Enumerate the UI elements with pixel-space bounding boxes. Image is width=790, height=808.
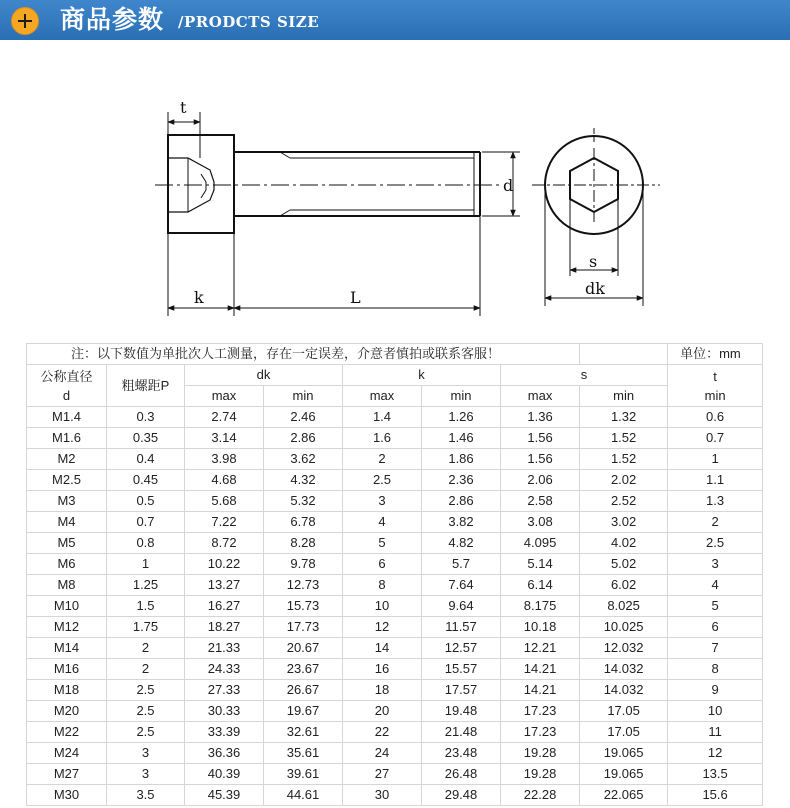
- table-cell: 0.8: [107, 533, 185, 554]
- table-cell: 3.5: [107, 785, 185, 806]
- table-cell: 32.61: [264, 722, 343, 743]
- table-cell: 2.5: [668, 533, 763, 554]
- table-cell: 1.52: [580, 449, 668, 470]
- table-cell: 8: [668, 659, 763, 680]
- table-row: [27, 596, 763, 617]
- table-cell: 6: [343, 554, 422, 575]
- table-cell: 22: [343, 722, 422, 743]
- table-cell: 9: [668, 680, 763, 701]
- table-cell: 24.33: [185, 659, 264, 680]
- table-cell: 22.065: [580, 785, 668, 806]
- table-cell: 3: [107, 743, 185, 764]
- table-cell: 17.05: [580, 722, 668, 743]
- col-s: s: [501, 365, 668, 386]
- table-cell: 17.05: [580, 701, 668, 722]
- table-cell: 2.02: [580, 470, 668, 491]
- table-cell: 44.61: [264, 785, 343, 806]
- table-cell: 7.22: [185, 512, 264, 533]
- table-cell: 3.82: [422, 512, 501, 533]
- table-cell: 8.025: [580, 596, 668, 617]
- table-cell: 0.45: [107, 470, 185, 491]
- table-cell: 1.36: [501, 407, 580, 428]
- table-cell: 18.27: [185, 617, 264, 638]
- label-d: d: [503, 176, 514, 195]
- screw-drawing: [0, 40, 790, 342]
- table-cell: 2.5: [343, 470, 422, 491]
- table-cell: 5: [668, 596, 763, 617]
- table-cell: 0.5: [107, 491, 185, 512]
- table-cell: 23.48: [422, 743, 501, 764]
- table-cell: 2.86: [264, 428, 343, 449]
- table-cell: 6.78: [264, 512, 343, 533]
- col-k-max: max: [343, 386, 422, 407]
- table-cell: 23.67: [264, 659, 343, 680]
- table-row: [27, 659, 763, 680]
- table-cell: 1.75: [107, 617, 185, 638]
- screw-head: [168, 135, 234, 233]
- table-cell: 9.78: [264, 554, 343, 575]
- table-cell: 45.39: [185, 785, 264, 806]
- table-cell: 19.065: [580, 764, 668, 785]
- unit-label: 单位：mm: [668, 344, 763, 365]
- table-cell: 0.4: [107, 449, 185, 470]
- table-cell: 12.57: [422, 638, 501, 659]
- table-cell: M14: [27, 638, 107, 659]
- table-cell: M4: [27, 512, 107, 533]
- table-cell: 1.5: [107, 596, 185, 617]
- table-row: [27, 554, 763, 575]
- table-row: [27, 764, 763, 785]
- table-cell: 6: [668, 617, 763, 638]
- table-cell: 14.032: [580, 659, 668, 680]
- table-cell: 4.32: [264, 470, 343, 491]
- table-cell: 14.032: [580, 680, 668, 701]
- table-cell: M20: [27, 701, 107, 722]
- col-k-min: min: [422, 386, 501, 407]
- table-cell: 5.02: [580, 554, 668, 575]
- table-cell: 33.39: [185, 722, 264, 743]
- table-cell: 4.82: [422, 533, 501, 554]
- table-cell: 14.21: [501, 659, 580, 680]
- table-cell: 3.98: [185, 449, 264, 470]
- table-cell: 2: [668, 512, 763, 533]
- table-cell: 4.02: [580, 533, 668, 554]
- table-cell: 5.7: [422, 554, 501, 575]
- table-cell: 18: [343, 680, 422, 701]
- table-cell: 15.6: [668, 785, 763, 806]
- table-cell: M1.6: [27, 428, 107, 449]
- table-cell: M30: [27, 785, 107, 806]
- table-cell: 1.26: [422, 407, 501, 428]
- table-cell: 22.28: [501, 785, 580, 806]
- table-cell: 12.032: [580, 638, 668, 659]
- header-banner: [0, 0, 790, 40]
- table-cell: M16: [27, 659, 107, 680]
- col-pitch: 粗螺距P: [107, 365, 185, 407]
- section-subtitle: /PRODCTS SIZE: [178, 13, 320, 31]
- table-cell: 2.5: [107, 701, 185, 722]
- table-cell: 5.32: [264, 491, 343, 512]
- table-cell: 10.18: [501, 617, 580, 638]
- header-row-1: [27, 365, 763, 386]
- table-cell: 11.57: [422, 617, 501, 638]
- table-cell: 40.39: [185, 764, 264, 785]
- table-cell: 6.02: [580, 575, 668, 596]
- table-cell: 2: [107, 638, 185, 659]
- table-cell: 7: [668, 638, 763, 659]
- table-cell: M1.4: [27, 407, 107, 428]
- table-cell: 35.61: [264, 743, 343, 764]
- table-cell: 8.72: [185, 533, 264, 554]
- table-row: [27, 449, 763, 470]
- table-cell: M2.5: [27, 470, 107, 491]
- col-dk: dk: [185, 365, 343, 386]
- table-cell: 8.28: [264, 533, 343, 554]
- table-row: [27, 638, 763, 659]
- table-cell: 2.58: [501, 491, 580, 512]
- table-cell: 11: [668, 722, 763, 743]
- table-cell: M24: [27, 743, 107, 764]
- col-k: k: [343, 365, 501, 386]
- table-cell: 20.67: [264, 638, 343, 659]
- label-L: L: [350, 288, 361, 307]
- spec-table-body: [27, 407, 763, 806]
- table-cell: 3.62: [264, 449, 343, 470]
- table-cell: 10: [668, 701, 763, 722]
- table-cell: 1.6: [343, 428, 422, 449]
- table-cell: 1: [107, 554, 185, 575]
- table-row: [27, 680, 763, 701]
- label-dk: dk: [585, 279, 605, 298]
- col-dk-max: max: [185, 386, 264, 407]
- table-cell: 1.46: [422, 428, 501, 449]
- table-cell: 12: [668, 743, 763, 764]
- table-cell: 12: [343, 617, 422, 638]
- note-row: [27, 344, 763, 365]
- table-cell: 30: [343, 785, 422, 806]
- table-cell: 4.095: [501, 533, 580, 554]
- table-cell: 19.28: [501, 764, 580, 785]
- table-cell: 17.57: [422, 680, 501, 701]
- table-cell: M27: [27, 764, 107, 785]
- table-cell: 1.25: [107, 575, 185, 596]
- table-cell: 3.14: [185, 428, 264, 449]
- table-row: [27, 512, 763, 533]
- table-cell: 1.86: [422, 449, 501, 470]
- table-cell: 26.48: [422, 764, 501, 785]
- table-cell: 14: [343, 638, 422, 659]
- table-cell: M3: [27, 491, 107, 512]
- table-cell: 12.73: [264, 575, 343, 596]
- table-row: [27, 617, 763, 638]
- table-cell: 2.36: [422, 470, 501, 491]
- table-cell: 1.56: [501, 449, 580, 470]
- label-k: k: [194, 288, 204, 307]
- table-cell: 19.67: [264, 701, 343, 722]
- measurement-note: 注：以下数值为单批次人工测量，存在一定误差，介意者慎拍或联系客服！: [27, 344, 580, 365]
- table-cell: 36.36: [185, 743, 264, 764]
- table-cell: 5.68: [185, 491, 264, 512]
- table-cell: M8: [27, 575, 107, 596]
- table-cell: 0.6: [668, 407, 763, 428]
- table-cell: 2.46: [264, 407, 343, 428]
- table-row: [27, 407, 763, 428]
- table-cell: 5.14: [501, 554, 580, 575]
- table-cell: 27: [343, 764, 422, 785]
- table-cell: 2.5: [107, 680, 185, 701]
- col-dk-min: min: [264, 386, 343, 407]
- table-cell: 21.33: [185, 638, 264, 659]
- table-cell: 24: [343, 743, 422, 764]
- table-cell: M5: [27, 533, 107, 554]
- table-row: [27, 428, 763, 449]
- table-cell: 9.64: [422, 596, 501, 617]
- table-cell: 2.06: [501, 470, 580, 491]
- table-cell: 19.065: [580, 743, 668, 764]
- table-cell: 8.175: [501, 596, 580, 617]
- table-cell: 3.08: [501, 512, 580, 533]
- table-cell: 2.74: [185, 407, 264, 428]
- table-cell: 2.52: [580, 491, 668, 512]
- table-cell: 4.68: [185, 470, 264, 491]
- table-cell: 8: [343, 575, 422, 596]
- table-cell: M18: [27, 680, 107, 701]
- table-row: [27, 785, 763, 806]
- col-t: t min: [668, 365, 763, 407]
- table-cell: 30.33: [185, 701, 264, 722]
- table-cell: 39.61: [264, 764, 343, 785]
- table-cell: M10: [27, 596, 107, 617]
- table-cell: 4: [668, 575, 763, 596]
- table-cell: 3: [668, 554, 763, 575]
- table-cell: 1.32: [580, 407, 668, 428]
- table-row: [27, 722, 763, 743]
- table-row: [27, 575, 763, 596]
- table-cell: 13.27: [185, 575, 264, 596]
- table-cell: 10.22: [185, 554, 264, 575]
- col-s-min: min: [580, 386, 668, 407]
- table-cell: 16.27: [185, 596, 264, 617]
- table-cell: 3: [107, 764, 185, 785]
- table-cell: 1.52: [580, 428, 668, 449]
- table-cell: 2.86: [422, 491, 501, 512]
- table-cell: 12.21: [501, 638, 580, 659]
- col-s-max: max: [501, 386, 580, 407]
- table-cell: 17.23: [501, 722, 580, 743]
- table-row: [27, 491, 763, 512]
- table-row: [27, 743, 763, 764]
- table-row: [27, 533, 763, 554]
- table-cell: 1.56: [501, 428, 580, 449]
- table-cell: 14.21: [501, 680, 580, 701]
- table-cell: 1.1: [668, 470, 763, 491]
- table-cell: 6.14: [501, 575, 580, 596]
- spec-table: [26, 343, 763, 806]
- table-cell: 4: [343, 512, 422, 533]
- table-cell: 3.02: [580, 512, 668, 533]
- table-cell: 0.35: [107, 428, 185, 449]
- table-cell: 2: [343, 449, 422, 470]
- table-cell: 26.67: [264, 680, 343, 701]
- table-cell: 0.7: [668, 428, 763, 449]
- table-cell: M6: [27, 554, 107, 575]
- table-cell: M12: [27, 617, 107, 638]
- table-cell: 1.3: [668, 491, 763, 512]
- table-cell: M22: [27, 722, 107, 743]
- table-cell: M2: [27, 449, 107, 470]
- label-t: t: [180, 98, 187, 117]
- table-row: [27, 701, 763, 722]
- table-cell: 17.23: [501, 701, 580, 722]
- table-cell: 3: [343, 491, 422, 512]
- table-cell: 2.5: [107, 722, 185, 743]
- table-cell: 15.73: [264, 596, 343, 617]
- table-cell: 19.48: [422, 701, 501, 722]
- table-cell: 2: [107, 659, 185, 680]
- table-cell: 13.5: [668, 764, 763, 785]
- table-cell: 0.7: [107, 512, 185, 533]
- table-row: [27, 470, 763, 491]
- table-cell: 15.57: [422, 659, 501, 680]
- table-cell: 27.33: [185, 680, 264, 701]
- table-cell: 1.4: [343, 407, 422, 428]
- table-cell: 17.73: [264, 617, 343, 638]
- section-title: 商品参数: [60, 5, 165, 34]
- label-s: s: [589, 252, 598, 271]
- table-cell: 20: [343, 701, 422, 722]
- table-cell: 16: [343, 659, 422, 680]
- table-cell: 5: [343, 533, 422, 554]
- table-cell: 19.28: [501, 743, 580, 764]
- plus-icon: [11, 7, 39, 35]
- col-nominal-diameter: 公称直径 d: [27, 365, 107, 407]
- table-cell: 29.48: [422, 785, 501, 806]
- table-cell: 10: [343, 596, 422, 617]
- table-cell: 7.64: [422, 575, 501, 596]
- table-cell: 1: [668, 449, 763, 470]
- table-cell: 0.3: [107, 407, 185, 428]
- table-cell: 10.025: [580, 617, 668, 638]
- table-cell: 21.48: [422, 722, 501, 743]
